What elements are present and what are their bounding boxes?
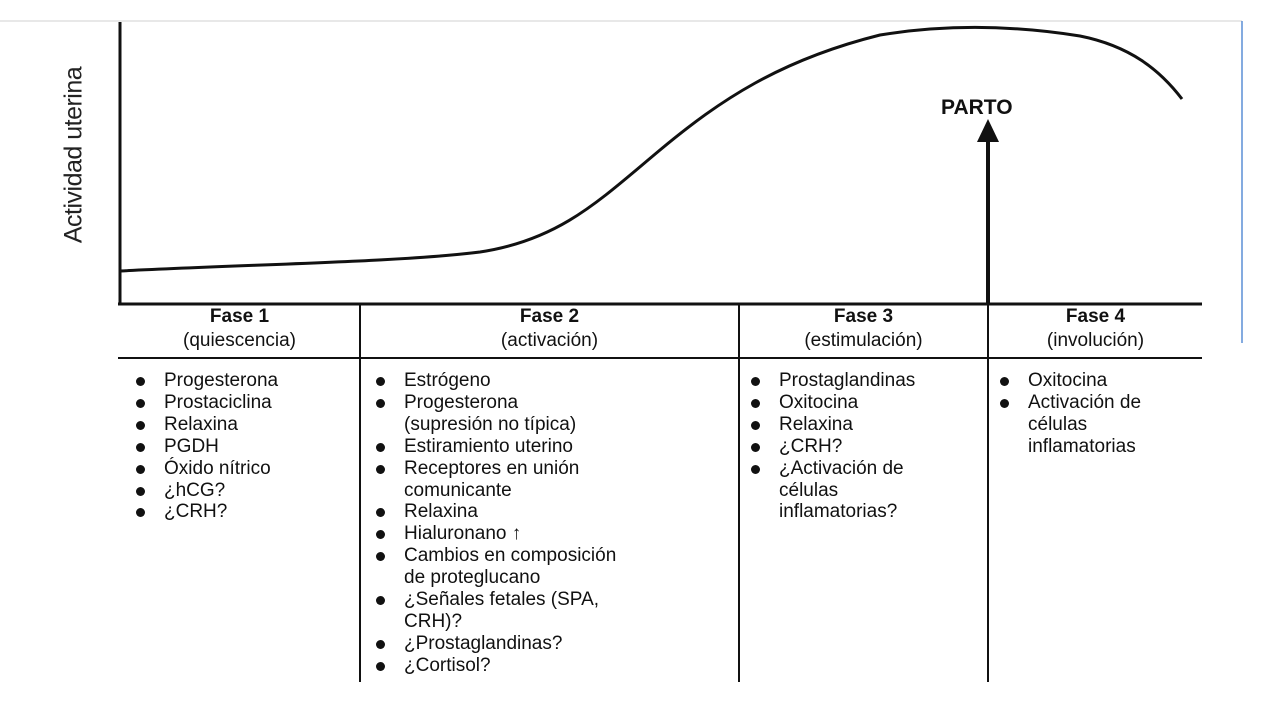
column-divider bbox=[359, 304, 361, 682]
column-divider bbox=[738, 304, 740, 682]
list-item: Relaxina bbox=[134, 414, 358, 436]
list-item: ¿Prostaglandinas? bbox=[374, 633, 736, 655]
list-item: Relaxina bbox=[374, 501, 736, 523]
list-item: Receptores en unión comunicante bbox=[374, 458, 736, 502]
phase-1-header bbox=[120, 305, 359, 357]
list-item: Oxitocina bbox=[998, 370, 1200, 392]
phase-title: Fase 1 bbox=[209, 306, 270, 327]
activity-curve bbox=[120, 27, 1182, 271]
phase-4-header bbox=[989, 305, 1202, 357]
list-item: Relaxina bbox=[749, 414, 985, 436]
phase-2-header bbox=[361, 305, 738, 357]
uterine-activity-diagram: Actividad uterina PARTO Fase 1 (quiescencia) Fase 2 (activación) Fase 3 (estimulación) Fase 4 (involución) Progesterona Prostaciclina Relaxina PGDH Óxido nítrico ¿hCG? ¿CRH? Estrógeno Progesterona (supresión no típica) Estiramiento uterino Receptores en unión comunicante Relaxina Hialuronano ↑ Cambios en composición de proteglucano ¿Señales fetales (SPA, CRH)? ¿Prostaglandinas? ¿Cortisol? Prostaglandinas Oxitocina Relaxina ¿CRH? ¿Activación de células inflamatorias? Oxitocina Activación de células inflamatorias bbox=[0, 0, 1280, 720]
list-item: ¿CRH? bbox=[749, 436, 985, 458]
list-item: Óxido nítrico bbox=[134, 458, 358, 480]
list-item: Progesterona bbox=[134, 370, 358, 392]
phase-subtitle: (involución) bbox=[1046, 330, 1145, 351]
list-item: ¿Cortisol? bbox=[374, 655, 736, 677]
list-item: ¿Activación de células inflamatorias? bbox=[749, 458, 985, 524]
phase-title: Fase 3 bbox=[833, 306, 894, 327]
list-item: Estiramiento uterino bbox=[374, 436, 736, 458]
header-divider bbox=[118, 357, 1202, 359]
phase-4-list bbox=[998, 370, 1200, 458]
list-item: ¿hCG? bbox=[134, 480, 358, 502]
list-item: Prostaciclina bbox=[134, 392, 358, 414]
phase-subtitle: (estimulación) bbox=[804, 330, 923, 351]
phase-subtitle: (activación) bbox=[500, 330, 599, 351]
parto-label: PARTO bbox=[941, 96, 1013, 119]
list-item: ¿CRH? bbox=[134, 501, 358, 523]
list-item: Prostaglandinas bbox=[749, 370, 985, 392]
phase-title: Fase 2 bbox=[519, 306, 580, 327]
list-item: Activación de células inflamatorias bbox=[998, 392, 1200, 458]
phase-3-header bbox=[740, 305, 987, 357]
list-item: PGDH bbox=[134, 436, 358, 458]
parto-arrow-head bbox=[977, 119, 999, 142]
list-item: Oxitocina bbox=[749, 392, 985, 414]
column-divider bbox=[987, 304, 989, 682]
phase-2-list bbox=[374, 370, 736, 677]
phase-3-list bbox=[749, 370, 985, 523]
phase-1-list bbox=[134, 370, 358, 523]
list-item: Hialuronano ↑ bbox=[374, 523, 736, 545]
phase-subtitle: (quiescencia) bbox=[183, 330, 296, 351]
list-item: ¿Señales fetales (SPA, CRH)? bbox=[374, 589, 736, 633]
phase-title: Fase 4 bbox=[1065, 306, 1126, 327]
list-item: Progesterona (supresión no típica) bbox=[374, 392, 736, 436]
list-item: Estrógeno bbox=[374, 370, 736, 392]
list-item: Cambios en composición de proteglucano bbox=[374, 545, 736, 589]
